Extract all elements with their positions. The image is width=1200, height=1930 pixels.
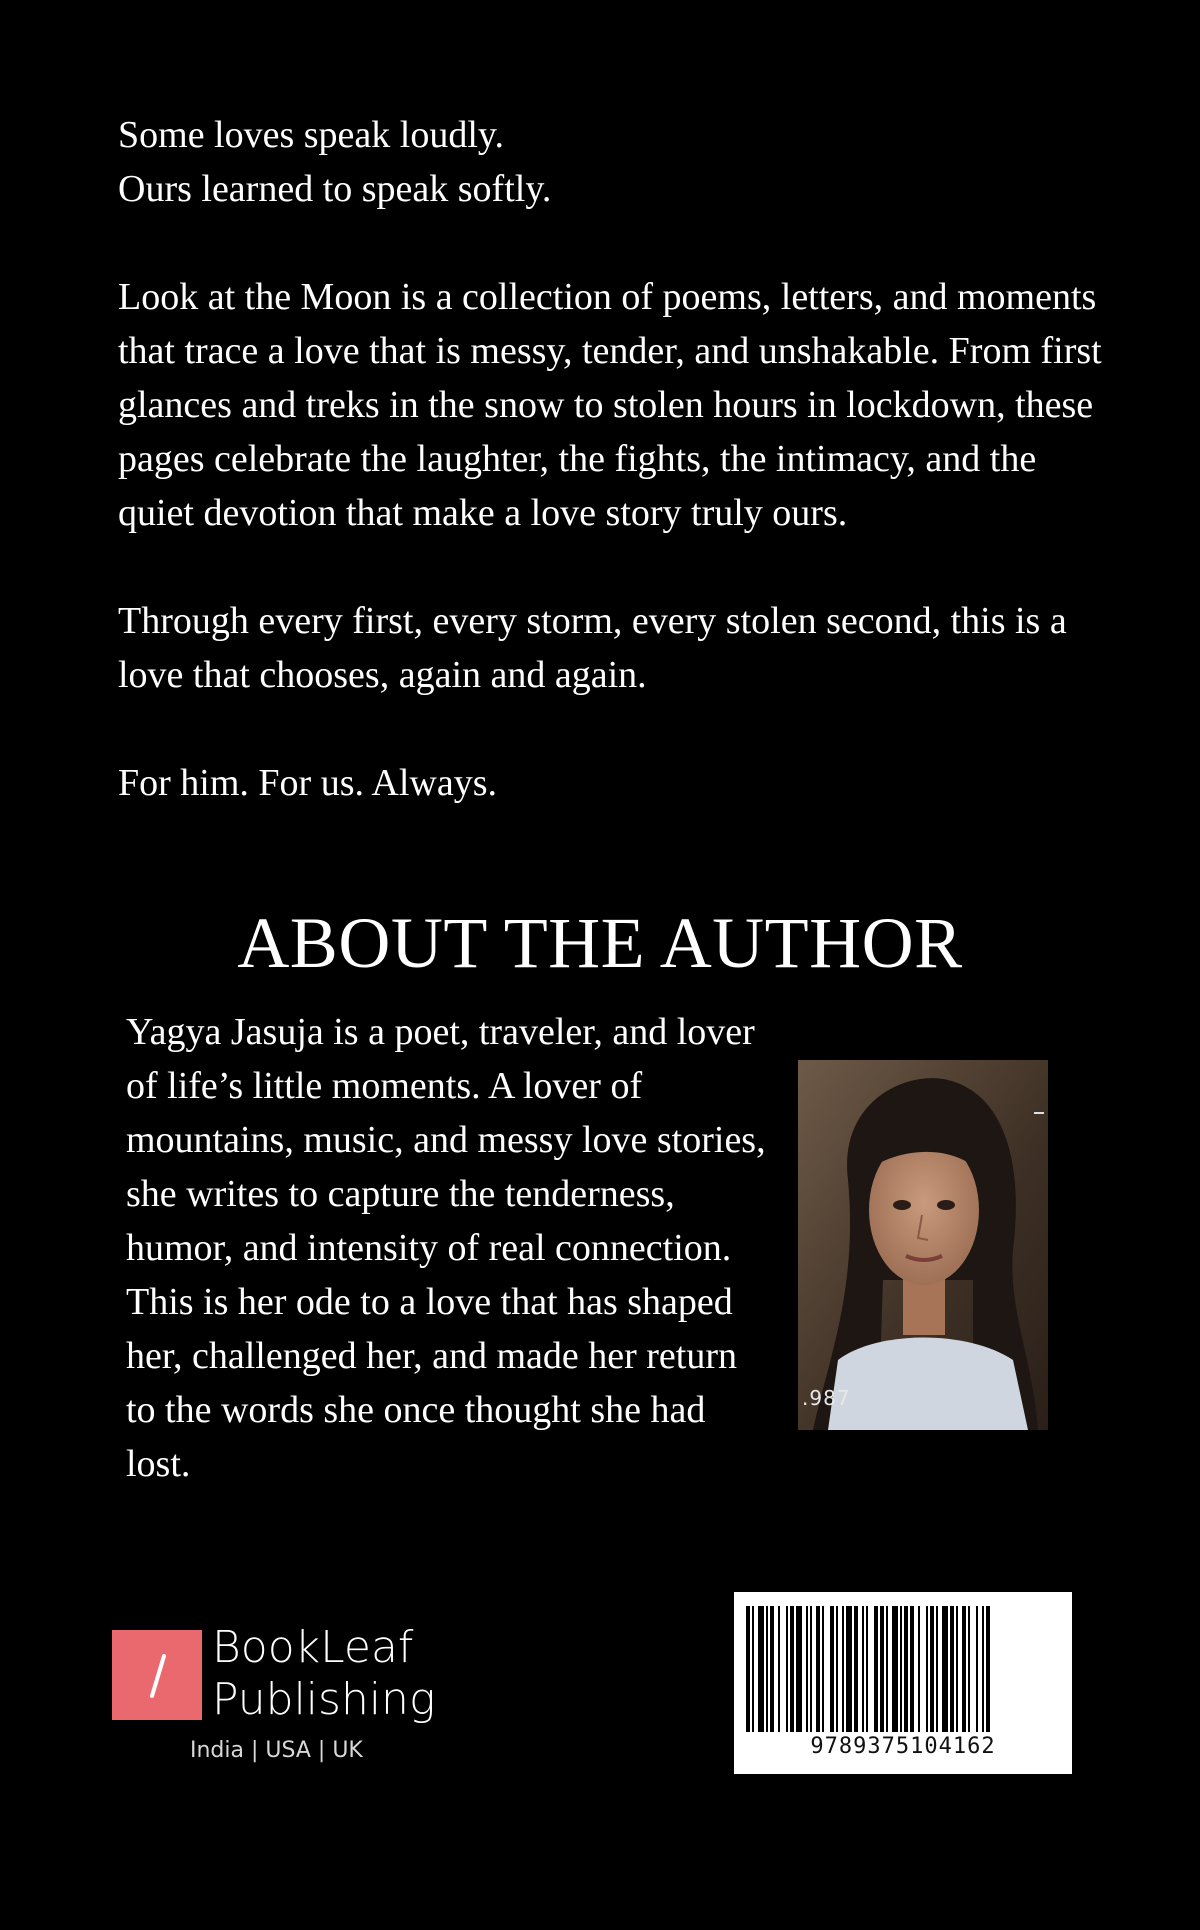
publisher-name-line-1: BookLeaf bbox=[212, 1622, 414, 1673]
barcode-bar bbox=[936, 1606, 938, 1732]
barcode-bar bbox=[950, 1606, 954, 1732]
barcode-bar bbox=[830, 1606, 834, 1732]
publisher-logo bbox=[112, 1622, 452, 1770]
barcode-bar bbox=[854, 1606, 858, 1732]
isbn-barcode bbox=[734, 1592, 1072, 1774]
barcode-bar bbox=[796, 1606, 802, 1732]
publisher-name-line-2: Publishing bbox=[212, 1674, 436, 1725]
barcode-bar bbox=[822, 1606, 824, 1732]
barcode-bar bbox=[758, 1606, 764, 1732]
barcode-bar bbox=[926, 1606, 928, 1732]
barcode-bar bbox=[790, 1606, 794, 1732]
barcode-bar bbox=[942, 1606, 948, 1732]
barcode-bar bbox=[886, 1606, 888, 1732]
author-bio: Yagya Jasuja is a poet, traveler, and lover of life’s little moments. A lover of mountains, music, and messy love stories, she writes to capture the tenderness, humor, and intensity of real connection. This is her ode to a love that has shaped her, challenged her, and made her return to the words she once thought she had lost. bbox=[126, 1011, 766, 1485]
barcode-bar bbox=[836, 1606, 838, 1732]
publisher-regions: India | USA | UK bbox=[190, 1738, 363, 1763]
barcode-bar bbox=[982, 1606, 984, 1732]
blurb-paragraph-2: Through every first, every storm, every stolen second, this is a love that chooses, again and again. bbox=[118, 600, 1067, 696]
author-photo bbox=[798, 1060, 1048, 1430]
barcode-bar bbox=[962, 1606, 966, 1732]
barcode-bar bbox=[786, 1606, 788, 1732]
blurb-line-1: Some loves speak loudly. bbox=[118, 114, 504, 156]
barcode-bar bbox=[816, 1606, 820, 1732]
barcode-bar bbox=[752, 1606, 754, 1732]
book-blurb bbox=[118, 108, 1108, 864]
barcode-bar bbox=[986, 1606, 990, 1732]
barcode-bar bbox=[842, 1606, 844, 1732]
barcode-bar bbox=[968, 1606, 970, 1732]
slash-icon bbox=[112, 1630, 202, 1720]
barcode-bar bbox=[910, 1606, 914, 1732]
blurb-paragraph-1: Look at the Moon is a collection of poems, letters, and moments that trace a love that is messy, tender, and unshakable. From first glances and treks in the snow to stolen hours in lockdown, these pages celebrate the laughter, the fights, the intimacy, and the quiet devotion that make a love story truly ours. bbox=[118, 276, 1102, 534]
barcode-bar bbox=[746, 1606, 750, 1732]
barcode-bar bbox=[806, 1606, 808, 1732]
barcode-bar bbox=[770, 1606, 774, 1732]
about-author-heading: ABOUT THE AUTHOR bbox=[237, 903, 963, 983]
barcode-bar bbox=[918, 1606, 920, 1732]
blurb-line-2: Ours learned to speak softly. bbox=[118, 168, 552, 210]
publisher-logo-mark bbox=[112, 1630, 202, 1720]
blurb-paragraph-3: For him. For us. Always. bbox=[118, 762, 497, 804]
barcode-bar bbox=[846, 1606, 852, 1732]
author-portrait-illustration bbox=[798, 1060, 1048, 1430]
barcode-bar bbox=[880, 1606, 884, 1732]
photo-overlay-text: .987 bbox=[802, 1386, 851, 1410]
barcode-bar bbox=[778, 1606, 780, 1732]
barcode-bar bbox=[874, 1606, 878, 1732]
barcode-bar bbox=[956, 1606, 958, 1732]
barcode-bar bbox=[810, 1606, 812, 1732]
barcode-bar bbox=[900, 1606, 902, 1732]
barcode-bar bbox=[930, 1606, 934, 1732]
barcode-bar bbox=[766, 1606, 768, 1732]
barcode-bars bbox=[746, 1606, 1060, 1732]
barcode-bar bbox=[976, 1606, 978, 1732]
isbn-number: 9789375104162 bbox=[810, 1734, 996, 1759]
barcode-bar bbox=[866, 1606, 868, 1732]
barcode-bar bbox=[904, 1606, 908, 1732]
publisher-name bbox=[212, 1622, 435, 1726]
barcode-bar bbox=[862, 1606, 864, 1732]
barcode-bar bbox=[892, 1606, 898, 1732]
